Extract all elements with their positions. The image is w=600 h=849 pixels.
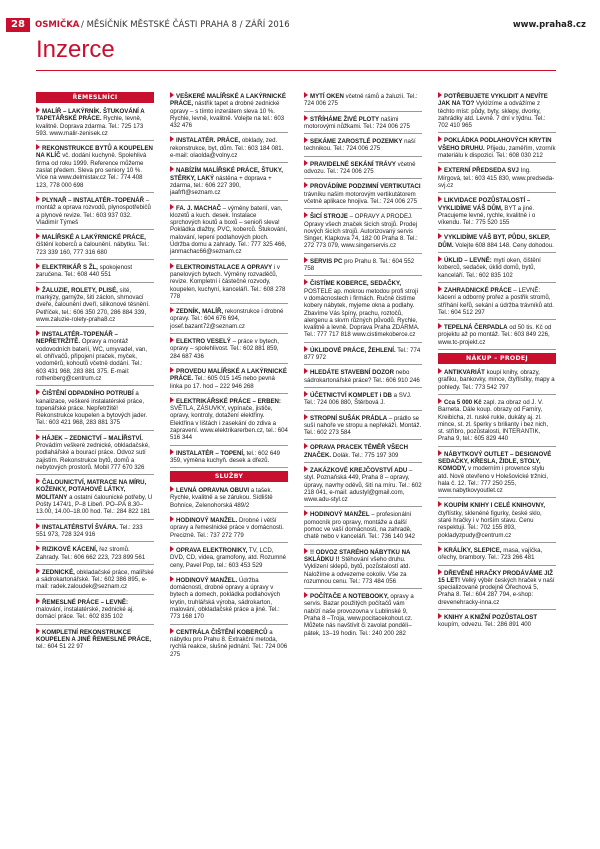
ad-body-text: Údržba domácnosti, drobné opravy a úpravy v bytech a domech, pokládka podlahových krytin, truhlářská výroba, sádrokarton, malování, obkladačské práce a jiné. Tel.: 773 168 170 <box>170 576 281 621</box>
ad-body-text: nebo sádrokartonářské práce? Tel.: 606 910 246 <box>304 369 420 384</box>
triangle-bullet-icon <box>438 323 442 329</box>
ad-headline: NÁBYTKOVÝ OUTLET – DESIGNOVÉ SEDAČKY, KŘESLA, ŽIDLE, STOLY, KOMODY, <box>438 450 552 473</box>
classified-ad <box>304 414 422 441</box>
triangle-bullet-icon <box>438 569 442 575</box>
ad-body-text: Provádím veškeré zednické, obkladačské, podlahářské a bourací práce. Odvoz sutí zajistím. Rekonstrukce bytů, domů a nebytových prostorů. Mobil 777 670 326 <box>36 441 150 471</box>
ad-headline: INSTALATÉR. PRÁCE, <box>176 137 241 145</box>
ad-headline: ELEKTROINSTALACE A OPRAVY <box>176 263 273 271</box>
classified-ad <box>438 256 556 283</box>
classified-ad <box>438 136 556 163</box>
triangle-bullet-icon <box>170 204 174 210</box>
classified-ad <box>170 337 288 364</box>
ad-headline: HLEDÁTE STAVEBNÍ DOZOR <box>310 369 395 377</box>
ad-headline: PROVÁDÍME PODZIMNÍ VERTIKUTACI <box>310 183 421 191</box>
ad-body-text: – práce v bytech, opravy – spolehlivost. Tel.: 602 881 859, 284 687 436 <box>170 338 279 360</box>
ad-body-text: Tel.: 233 551 973, 728 324 916 <box>36 523 143 538</box>
classified-ad <box>36 286 154 327</box>
ad-body-text: v moderním i provence stylu atd. Nově otevřeno v Holešovické tržnici, hala č. 12. Tel.: 777 250 255, www.nabytkovyoutlet.cz <box>438 465 549 495</box>
triangle-bullet-icon <box>438 196 442 202</box>
ad-body-text: – prádlo se suší nahoře ve stropu a nepřekáží. Montáž. Tel.: 602 273 584 <box>304 414 422 437</box>
triangle-bullet-icon <box>304 182 308 188</box>
column-2 <box>170 92 288 812</box>
triangle-bullet-icon <box>170 486 174 492</box>
ad-headline: MYTÍ OKEN <box>310 93 344 100</box>
ad-body-text: spokojenost zaručena. Tel.: 608 440 551 <box>36 264 133 279</box>
ad-body-text: obkladačské práce, malířské a sádrokartonářské. Tel.: 602 386 895, e-mail: radek.zaloudek@seznam.cz <box>36 568 154 591</box>
ad-body-text: i v panelových bytech. Výměny rozvaděčů, revize. Kompletní i částečné rozvody, koupelen, kuchyní, kanceláří. Tel.: 608 278 778 <box>170 263 286 300</box>
triangle-bullet-icon <box>36 263 40 269</box>
triangle-bullet-icon <box>170 263 174 269</box>
ad-headline: LIKVIDACE POZŮSTALOSTÍ – VYKLIDÍME VÁŠ DŮM, <box>438 197 531 212</box>
category-heading: ŘEMESLNÍCI <box>36 92 154 103</box>
ad-headline: INSTALATÉRSTVÍ ŠVÁRA. <box>42 523 118 531</box>
ad-body-text: BYT a jiné. Pracujeme levně, rychle, kvalitně i o víkendu. Tel.: 775 520 155 <box>438 204 536 227</box>
ad-body-text: TV, LCD, DVD, CD, videa, gramofony, atd. Rozumné ceny, Pavel Pop, tel.: 603 453 529 <box>170 546 287 569</box>
ad-headline: ÚKLIDOVÉ PRÁCE, ŽEHLENÍ. <box>310 346 396 354</box>
ad-body-text: SVĚTLA, ZÁSUVKY, vypínače, jističe, opravy, kontroly, dotažení elektřiny. Elektřina v lištách i zasekání do zdiva a zapravení. www.elektrikarerben.cz, tel.: 604 516 344 <box>170 405 288 442</box>
triangle-bullet-icon <box>304 160 308 166</box>
ad-headline: ÚČETNICTVÍ KOMPLET i DB <box>310 391 392 399</box>
triangle-bullet-icon <box>304 443 308 449</box>
triangle-bullet-icon <box>438 166 442 172</box>
ad-headline: HODINOVÝ MANŽEL. <box>176 517 238 525</box>
classified-ad <box>170 166 288 200</box>
classified-ad <box>438 323 556 350</box>
triangle-bullet-icon <box>36 389 40 395</box>
triangle-bullet-icon <box>438 613 442 619</box>
ad-body-text: obklady, zed. rekonstrukce, byt, dům. Tel.: 603 184 081. e-mail: olaolda@volny.cz <box>170 137 284 160</box>
classified-ad <box>438 546 556 566</box>
classified-ad <box>438 286 556 320</box>
triangle-bullet-icon <box>170 628 174 634</box>
triangle-bullet-icon <box>304 279 308 285</box>
triangle-bullet-icon <box>438 233 442 239</box>
website-link[interactable]: www.praha8.cz <box>512 20 586 30</box>
ad-body-text: – LEVNĚ: kácení a odborný prořez a postřik stromů, stříhání keřů, sekání a údržba trávníků atd. Tel.: 604 512 297 <box>438 286 554 316</box>
ad-headline: ELEKTRO VESELÝ <box>176 338 231 346</box>
triangle-bullet-icon <box>438 501 442 507</box>
triangle-bullet-icon <box>438 136 442 142</box>
ad-body-text: malování, instalatérské, zednické aj. domácí práce. Tel.: 602 835 102 <box>36 606 134 621</box>
ad-body-text: mytí oken, čištění koberců, sedaček, úklid domů, bytů, kanceláří. Tel.: 602 835 102 <box>438 257 541 279</box>
classified-ad <box>304 115 422 135</box>
classified-ad <box>170 367 288 394</box>
ad-body-text: naší technikou. Tel.: 724 006 275 <box>304 138 416 153</box>
ad-body-text: masa, vajíčka, ořechy, brambory. Tel.: 723 266 481 <box>438 546 543 562</box>
classified-ad <box>304 279 422 342</box>
ad-body-text: Dolák. Tel.: 775 197 309 <box>332 451 399 459</box>
classifieds-columns <box>36 92 556 812</box>
triangle-bullet-icon <box>304 346 308 352</box>
column-1 <box>36 92 154 812</box>
classified-ad <box>304 257 422 277</box>
ad-body-text: vč. dodání kuchyně. Spolehlivá firma od roku 1999. Reference můžeme zaslat předem. Sleva pro seniory 10 %. Více na www.delmistav.cz Tel.: 774 408 123, 778 000 698 <box>36 152 147 189</box>
ad-headline: ZEDNÍK, MALÍŘ, <box>176 308 224 316</box>
page-header <box>6 18 594 32</box>
ad-headline: HÁJEK – ZEDNICTVÍ – MALÍŘSTVÍ. <box>42 434 143 442</box>
classified-ad <box>36 523 154 543</box>
ad-headline: KNIHY A KNIŽNÍ POZŮSTALOST <box>444 614 538 622</box>
classified-ad <box>304 137 422 157</box>
ad-body-text: čištění koberců a čalounění. nábytku. Tel.: 723 339 160, 777 316 680 <box>36 241 150 256</box>
ad-body-text: tel.: 604 51 22 97 <box>36 643 84 651</box>
section-title: Inzerce <box>36 36 115 63</box>
ad-headline: PRAVIDELNÉ SEKÁNÍ TRÁVY <box>310 160 396 168</box>
ad-headline: INSTALATÉR–TOPENÁŘ – NEPŘETRŽITĚ. <box>36 331 118 346</box>
triangle-bullet-icon <box>36 286 40 292</box>
ad-headline: INSTALATÉR – TOPENÍ, <box>176 449 245 457</box>
ad-body-text: Tel.: 605 015 145 nebo pevná linka po 17. hod – 222 946 268 <box>170 375 275 390</box>
classified-ad <box>170 576 288 625</box>
column-3 <box>304 92 422 812</box>
classified-ad <box>36 196 154 230</box>
classified-ad <box>170 486 288 513</box>
ad-body-text: a ostatní čalounické potřeby, U Pošty 1474/1, P–8 Libeň. PO–PÁ 8.30–13.00, 14.00–18.00 hod. Tel.: 284 822 181 <box>36 493 153 516</box>
ad-headline: ANTIKVARIÁT <box>444 369 485 377</box>
ad-headline: ŘEMESLNÉ PRÁCE – LEVNĚ: <box>42 598 129 606</box>
ad-body-text: včetně rámů a žaluzií. Tel.: 724 006 275 <box>304 93 418 108</box>
classified-ad <box>36 233 154 260</box>
ad-body-text: – OPRAVY A PRODEJ. Opravy všech značek šicích strojů. Prodej nových šicích strojů. Autorizovaný servis Singer, Klapkova 74, 182 00 Praha 8. Tel.: 272 773 079, www.singerservis.cz <box>304 213 418 250</box>
classified-ad <box>36 144 154 193</box>
triangle-bullet-icon <box>438 256 442 262</box>
classified-ad <box>170 92 288 133</box>
ad-headline: RIZIKOVÉ KÁCENÍ, <box>42 546 98 554</box>
classified-ad <box>36 545 154 565</box>
classified-ad <box>304 368 422 388</box>
triangle-bullet-icon <box>170 307 174 313</box>
classified-ad <box>170 136 288 163</box>
triangle-bullet-icon <box>36 545 40 551</box>
classified-ad <box>438 92 556 133</box>
triangle-bullet-icon <box>304 137 308 143</box>
ad-headline: NABÍZÍM MALÍŘSKÉ PRÁCE, ŠTUKY, STĚRKY, LAKÝ <box>170 167 283 182</box>
triangle-bullet-icon <box>36 523 40 529</box>
triangle-bullet-icon <box>438 286 442 292</box>
classified-ad <box>36 568 154 595</box>
triangle-bullet-icon <box>304 212 308 218</box>
classified-ad <box>304 391 422 411</box>
classified-ad <box>36 263 154 283</box>
triangle-bullet-icon <box>304 466 308 472</box>
classified-ad <box>170 449 288 469</box>
magazine-brand: OSMIČKA <box>35 20 80 30</box>
ad-headline: POKLÁDKA PODLAHOVÝCH KRYTIN VŠEHO DRUHU. <box>438 137 552 152</box>
ad-body-text: Vyklízíme a odvážíme z těchto míst: půdy, byty, sklepy, dvorky, zahrádky atd. Levně. 7 dní v týdnu. Tel.: 702 410 965 <box>438 100 546 130</box>
classified-ad <box>36 389 154 430</box>
triangle-bullet-icon <box>170 166 174 172</box>
ad-body-text: Opravy a montáž vodovodních baterií, WC, umyvadel, van, el. ohřívačů, připojení praček, myček, vodoměrů, kohoutů včetně dodání. Tel.: 603 431 968, 283 881 375. E-mail: rothenberg@centrum.cz <box>36 338 148 382</box>
triangle-bullet-icon <box>304 414 308 420</box>
ad-headline: STŘÍHÁME ŽIVÉ PLOTY <box>310 115 380 123</box>
triangle-bullet-icon <box>304 592 308 598</box>
triangle-bullet-icon <box>438 546 442 552</box>
classified-ad <box>438 569 556 610</box>
triangle-bullet-icon <box>170 449 174 455</box>
ad-headline: FA. J. MACHAČ <box>176 204 222 212</box>
triangle-bullet-icon <box>36 233 40 239</box>
classified-ad <box>36 478 154 519</box>
ad-body-text: řez stromů. Zahrady. Tel.: 606 662 223, 723 899 561 <box>36 546 146 561</box>
ad-headline: ŽALUZIE, ROLETY, PLISÉ, <box>42 286 118 294</box>
triangle-bullet-icon <box>36 434 40 440</box>
ad-headline: VYKLIDÍME VÁŠ BYT, PŮDU, SKLEP, DŮM. <box>438 234 550 249</box>
category-heading: NÁKUP – PRODEJ <box>438 353 556 364</box>
column-4 <box>438 92 556 812</box>
classified-ad <box>304 212 422 253</box>
ad-headline: KRÁLÍKY, SLEPICE, <box>444 546 502 554</box>
category-heading: SLUŽBY <box>170 471 288 482</box>
ad-headline: Cca 5 000 Kč <box>444 398 482 406</box>
ad-body-text: Volejte 608 884 148. Ceny dohodou. <box>455 241 554 249</box>
ad-body-text: a SVJ. Tel.: 724 006 880, Štěrbová J. <box>304 391 412 407</box>
triangle-bullet-icon <box>438 398 442 404</box>
classified-ad <box>36 434 154 475</box>
classified-ad <box>170 263 288 304</box>
ad-headline: HODINOVÝ MANŽEL <box>310 511 370 519</box>
classified-ad <box>438 233 556 253</box>
ad-body-text: nástěna + doprava + zdarma, tel.: 606 227 390, jaafrft@seznam.cz <box>170 174 272 197</box>
triangle-bullet-icon <box>36 144 40 150</box>
ad-headline: PLYNAŘ – INSTALATÉR–TOPENÁŘ <box>42 196 145 204</box>
ad-headline: ČISTÍME KOBERCE, SEDAČKY, <box>310 280 402 288</box>
triangle-bullet-icon <box>304 391 308 397</box>
ad-headline: TEPELNÁ ČERPADLA <box>444 324 508 332</box>
ad-headline: OPRAVA PRACEK TĚMĚŘ VŠECH ZNAČEK. <box>304 444 409 459</box>
ad-headline: KOUPÍM KNIHY I CELÉ KNIHOVNY, <box>444 502 546 510</box>
ad-headline: !! ODVOZ STARÉHO NÁBYTKU NA SKLÁDKU !! <box>304 548 411 563</box>
triangle-bullet-icon <box>36 330 40 336</box>
ad-body-text: Ing. Mírgová, tel.: 603 415 830, www.predseda-svj.cz <box>438 167 555 189</box>
ad-headline: POTŘEBUJETE VYKLIDIT A NEVÍTE JAK NA TO? <box>438 93 548 108</box>
classified-ad <box>304 346 422 366</box>
ad-headline: MALÍŘ – LAKÝRNÍK. ŠTUKOVÁNÍ A TAPETÁŘSKÉ PRÁCE. <box>36 108 145 123</box>
ad-headline: VEŠKERÉ MALÍŘSKÉ A LAKÝRNICKÉ PRÁCE, <box>170 93 286 108</box>
ad-headline: CENTRÁLA ČIŠTĚNÍ KOBERCŮ <box>176 628 268 636</box>
classified-ad <box>304 182 422 209</box>
triangle-bullet-icon <box>170 546 174 552</box>
ad-headline: DŘEVĚNÉ HRAČKY PRODÁVÁME JIŽ 15 LET! <box>438 569 553 584</box>
classified-ad <box>304 443 422 463</box>
classified-ad <box>170 628 288 661</box>
ad-body-text: nástřik tapet a drobné zednické opravy – s tímto inzerátem sleva 10 %. Rychle, levně, kvalitně. Volejte na tel.: 603 432 476 <box>170 100 285 130</box>
ad-body-text: zapl. za obraz od J. V. Barneta. Dále koup. obrazy od Famíry, Kreibicha, zl. ruské rukle, dukáty aj. zl. mince, st. zl. šperky s brilianty i bez nich, st. stříbro, pozůstalosti, INTERANTIK, Praha 9, tel.: 605 829 440 <box>438 398 549 443</box>
triangle-bullet-icon <box>304 92 308 98</box>
ad-headline: ČALOUNICTVÍ, MATRACE NA MÍRU, KOŽENKY, POTAHOVÉ LÁTKY, MOLITANY <box>36 479 147 501</box>
triangle-bullet-icon <box>170 397 174 403</box>
classified-ad <box>304 510 422 544</box>
ad-headline: LEVNÁ OPRAVNA OBUVI <box>176 487 250 495</box>
ad-headline: ZAKÁZKOVÉ KREJČOVSTVÍ ADU <box>310 466 408 474</box>
ad-body-text: Stěhování všeho druhu. Vyklizení sklepů, bytů, pozůstalostí atd. Naložíme a odvezeme cokoliv. Vše za rozumnou cenu. Tel.: 773 484 056 <box>304 555 411 585</box>
ad-headline: EXTERNÍ PŘEDSEDA SVJ <box>444 167 519 175</box>
classified-ad <box>304 160 422 180</box>
classified-ad <box>438 613 556 632</box>
triangle-bullet-icon <box>170 367 174 373</box>
ad-body-text: čtyřlístky, sklenéné figurky, české sklo, staré hračky i v horším stavu. Cenu respektuji. Tel.: 702 155 893, pokladyzpudy@centrum.cz <box>438 509 542 539</box>
ad-headline: ZEDNICKÉ, <box>42 568 75 576</box>
classified-ad <box>36 330 154 386</box>
ad-body-text: Tel.: 774 877 972 <box>304 346 421 362</box>
triangle-bullet-icon <box>36 568 40 574</box>
magazine-subtitle: / MĚSÍČNÍK MĚSTSKÉ ČÁSTI PRAHA 8 / ZÁŘÍ 2016 <box>81 20 290 30</box>
triangle-bullet-icon <box>170 136 174 142</box>
triangle-bullet-icon <box>304 257 308 263</box>
ad-body-text: koupím, odvezu. Tel.: 286 891 400 <box>438 621 532 629</box>
classified-ad <box>170 204 288 260</box>
ad-body-text: koupí knihy, obrazy, grafiku, bankovky, mince, čtyřlístky, mapy a pohledy. Tel.: 773 542 797 <box>438 369 555 391</box>
ad-body-text: Drobné i větší opravy a řemeslnické práce v domácnosti. Precizně. Tel.: 737 272 779 <box>170 517 284 539</box>
ad-headline: ELEKTRIKÁŘSKÉ PRÁCE – ERBEN: <box>176 397 281 405</box>
ad-body-text: Přijedu, zaměřím, vzorník materiálu k dispozici. Tel.: 608 030 212 <box>438 144 556 160</box>
ad-headline: SEKÁME ZAROSTLÉ POZEMKY <box>310 138 403 146</box>
ad-headline: PROVEDU MALÍŘSKÉ A LAKÝRNICKÉ PRÁCE. <box>170 367 287 383</box>
ad-body-text: sítě, markýzy, garnýže, šití záclon, shrnovací dveře, čalounění dveří, silikonové těsnění. Petříček, tel.: 606 350 270, 286 884 339, www.zaluzie-rolety-praha8.cz <box>36 286 150 323</box>
ad-headline: HODINOVÝ MANŽEL. <box>176 576 238 584</box>
classified-ad <box>170 307 288 334</box>
ad-headline: STROPNÍ SUŠÁK PRÁDLA <box>310 414 388 422</box>
ad-headline: ZAHRADNICKÉ PRÁCE <box>444 286 512 294</box>
ad-headline: REKONSTRUKCE BYTŮ A KOUPELEN NA KLÍČ <box>36 145 153 160</box>
ad-headline: ŠICÍ STROJE <box>310 213 348 221</box>
classified-ad <box>438 166 556 193</box>
ad-headline: KOMPLETNÍ REKONSTRUKCE KOUPELEN A JINÉ ŘEMESLNÉ PRÁCE, <box>36 628 152 643</box>
ad-headline: ELEKTRIKÁŘ S ŽL, <box>42 264 98 272</box>
classified-ad <box>438 450 556 499</box>
classified-ad <box>170 397 288 446</box>
ad-body-text: a kanalizace, veškeré instalatérské práce, topenářské práce. Nepřetržitě! Rekonstrukce koupelen a bytových jader. Tel.: 603 421 968, 283 881 375 <box>36 390 148 427</box>
classified-ad <box>438 398 556 447</box>
ad-headline: ČIŠTĚNÍ ODPADNÍHO POTRUBÍ <box>42 390 134 398</box>
classified-ad <box>170 516 288 543</box>
ad-body-text: a nábytku pro Prahu 8. Extrakční metoda, rychlá reakce, slušné jednání. Tel.: 724 006 275 <box>170 628 288 658</box>
triangle-bullet-icon <box>36 478 40 484</box>
classified-ad <box>304 548 422 589</box>
title-divider <box>36 70 556 71</box>
ad-body-text: od 50 tis. Kč od projektu až po montáž. Tel.: 603 849 226, www.tc-projekt.cz <box>438 324 552 346</box>
classified-ad <box>304 592 422 640</box>
classified-ad <box>304 466 422 507</box>
ad-headline: OPRAVA ELEKTRONIKY, <box>176 546 248 554</box>
triangle-bullet-icon <box>438 450 442 456</box>
triangle-bullet-icon <box>36 598 40 604</box>
triangle-bullet-icon <box>36 196 40 202</box>
triangle-bullet-icon <box>36 107 40 113</box>
ad-body-text: rekonstrukce i drobné opravy. Tel.: 604 676 694, josef.bazant72@seznam.cz <box>170 308 284 330</box>
ad-body-text: a tašek. Rychle, kvalitně a se zárukou. Sídliště Bohnice, Zelenohorská 489/2 <box>170 487 273 509</box>
page-number: 28 <box>6 18 30 32</box>
ad-body-text: tel.: 602 649 359, výměna kuchyň. desek a dřezů. <box>170 449 280 464</box>
classified-ad <box>36 628 154 654</box>
ad-body-text: – styl. Poznaňská 449, Praha 8 – opravy, úpravy, navrhy oděvů, šití na míru. Tel.: 602 218 041, e-mail: adustyl@gmail.com, www.adu-styl.cz <box>304 466 422 504</box>
triangle-bullet-icon <box>36 628 40 634</box>
triangle-bullet-icon <box>170 92 174 98</box>
ad-body-text: Rychle, levně, kvalitně. Doprava zdarma. Tel.: 725 173 593. www.malir-zenisek.cz <box>36 115 144 137</box>
ad-body-text: Velký výběr českých hraček v naší specializované prodejně Ořechová 5, Praha 8. Tel.: 604 287 794, e-shop: drevenehracky-inna.cz <box>438 576 555 606</box>
ad-body-text: – výměny baterií, van, klozetů a kuch. desek. Instalace sprchových koutů a boxů – senioři sleva! Pokládka dlažby, PVC, koberců. Štukování, malování, lepení podlahových ploch. Údržba domu a zahrady. Tel.: 777 325 466, janmachac66@seznam.cz <box>170 204 288 256</box>
classified-ad <box>438 501 556 542</box>
ad-headline: ÚKLID – LEVNĚ: <box>444 257 492 265</box>
ad-body-text: opravy a servis. Bazar použitých počítačů vám nabízí naše provozovna v Lublinské 9, Praha 8 –Troja, www.pocitacekohout.cz. Můžete nás navštívit či zavolat pondělí–pátek, 13–19 hodin. Tel.: 240 200 282 <box>304 593 414 637</box>
ad-body-text: pro Prahu 8. Tel.: 604 552 758 <box>304 257 415 273</box>
classified-ad <box>170 546 288 573</box>
triangle-bullet-icon <box>438 92 442 98</box>
ad-body-text: – profesionální pomocník pro opravy, montáže a další pomoc ve vaší domácnosti, na zahradě, chatě nebo v kanceláři. Tel.: 736 140 942 <box>304 511 416 541</box>
triangle-bullet-icon <box>170 576 174 582</box>
classified-ad <box>438 196 556 230</box>
classified-ad <box>36 598 154 625</box>
classified-ad <box>36 107 154 141</box>
ad-body-text: včetně odvozu. Tel.: 724 006 275 <box>304 160 416 176</box>
ad-headline: MALÍŘSKÉ A LAKÝRNICKÉ PRÁCE, <box>42 234 146 242</box>
triangle-bullet-icon <box>304 368 308 374</box>
triangle-bullet-icon <box>304 115 308 121</box>
ad-headline: SERVIS PC <box>310 257 343 265</box>
triangle-bullet-icon <box>304 510 308 516</box>
triangle-bullet-icon <box>170 337 174 343</box>
ad-body-text: POSTELE ap. mokrou metodou profi strojí v domácnostech i firmách. Ručně čistíme kobery nábytek, myjeme okna a podlahy. Zbavíme Vás špíny, prachu, roztočů, alergenu a skvrn různých původů. Rychle, kvalitně a levně. Doprava Praha ZDARMA. Tel.: 777 717 818 www.cistimekoberce.cz <box>304 287 420 339</box>
ad-body-text: našimi motorovými nůžkami. Tel.: 724 006 275 <box>304 115 410 130</box>
classified-ad <box>438 368 556 395</box>
classified-ad <box>304 92 422 112</box>
triangle-bullet-icon <box>438 368 442 374</box>
triangle-bullet-icon <box>170 516 174 522</box>
ad-body-text: – montáž a oprava rozvodů, plynospotřebičů a plynové revize. Tel.: 603 937 032. Vladimír Týmeš <box>36 196 151 226</box>
triangle-bullet-icon <box>304 548 308 554</box>
ad-headline: POČÍTAČE A NOTEBOOKY, <box>310 593 389 601</box>
ad-body-text: trávníku našim motorovým vertikutátorem včetně aplikace hnojiva. Tel.: 724 006 275 <box>304 190 418 205</box>
